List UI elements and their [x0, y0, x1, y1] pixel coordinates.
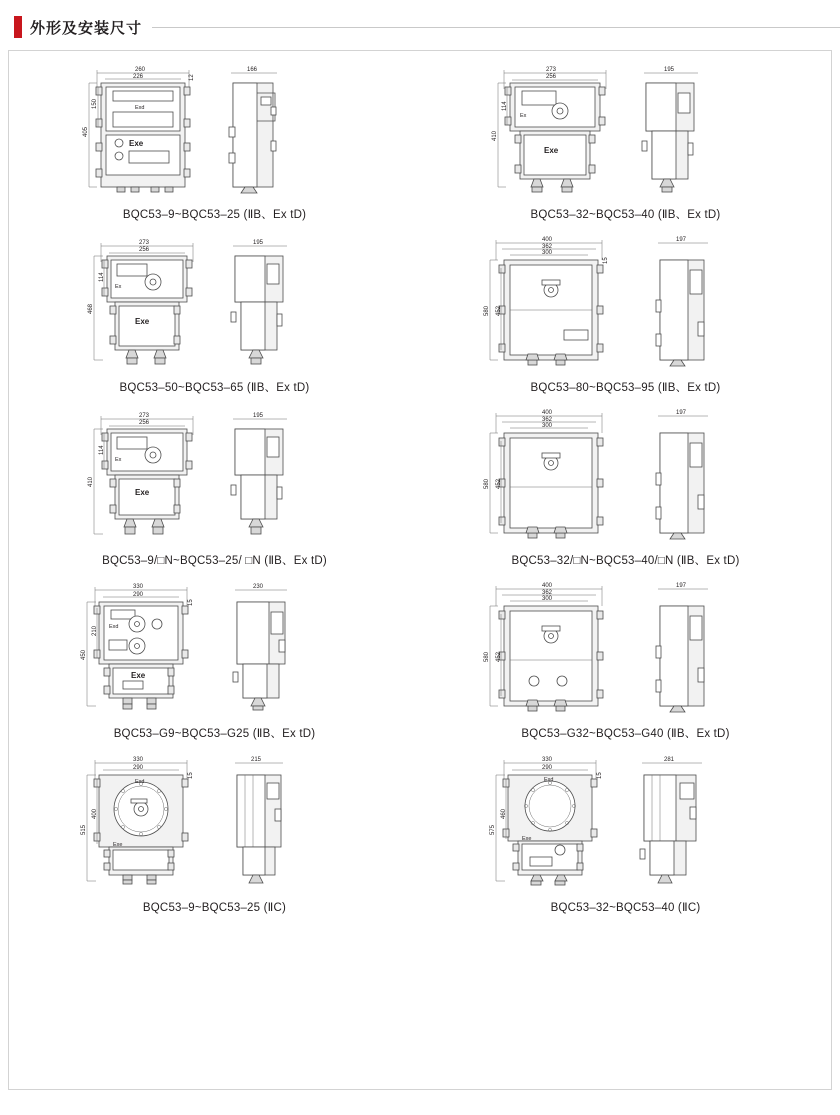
- fig5-dim-height-outer: 410: [87, 476, 94, 487]
- fig1-dim-height-outer: 405: [82, 126, 89, 137]
- fig7-dim-side-width: 230: [252, 584, 263, 590]
- fig9-dim-width-inner: 290: [132, 765, 143, 771]
- figure-3-drawing: [65, 230, 365, 379]
- fig7-dim-height-outer: 450: [80, 649, 87, 660]
- fig10-dim-height-outer: 575: [489, 824, 496, 835]
- figure-cell-2: [420, 51, 831, 224]
- fig4-dim-thickness: 15: [602, 257, 609, 264]
- figure-cell-5: [9, 397, 420, 570]
- fig8-dim-height-outer: 580: [483, 651, 490, 662]
- fig7-dim-width-outer: 330: [132, 584, 143, 590]
- fig1-dim-width-outer: 260: [134, 67, 145, 73]
- fig6-dim-width-mid: 362: [541, 417, 552, 423]
- fig9-dim-height-outer: 515: [80, 824, 87, 835]
- figure-10-drawing: [476, 749, 776, 900]
- figure-7-caption: BQC53–G9~BQC53–G25 (ⅡB、Ex tD): [113, 728, 316, 740]
- figure-4-drawing: [476, 230, 776, 379]
- fig9-label-exd: Exd: [134, 779, 144, 785]
- figure-cell-3: [9, 224, 420, 397]
- figure-6-caption: BQC53–32/□N~BQC53–40/□N (ⅡB、Ex tD): [511, 555, 740, 567]
- figure-9-drawing: [65, 749, 365, 900]
- figure-cell-1: [9, 51, 420, 224]
- figure-10-caption: BQC53–32~BQC53–40 (ⅡC): [550, 902, 701, 914]
- fig3-dim-side-width: 195: [252, 240, 263, 246]
- fig3-label-ex: Ex: [114, 284, 121, 290]
- fig5-label-exe: Exe: [134, 488, 149, 497]
- fig10-label-exe: Exe: [521, 836, 531, 842]
- fig7-dim-thickness: 15: [187, 599, 194, 606]
- fig10-label-exd: Exd: [543, 777, 553, 783]
- figure-6-drawing: [476, 403, 776, 552]
- header-divider: [152, 27, 840, 28]
- fig4-dim-width-inner: 300: [541, 250, 552, 256]
- fig7-dim-width-inner: 290: [132, 592, 143, 598]
- fig10-dim-thickness: 15: [596, 772, 603, 779]
- fig2-dim-side-width: 195: [663, 67, 674, 73]
- fig3-dim-width-outer: 273: [138, 240, 149, 246]
- fig9-dim-width-outer: 330: [132, 757, 143, 763]
- fig4-dim-width-outer: 400: [541, 237, 552, 243]
- fig2-dim-width-inner: 256: [545, 74, 556, 80]
- fig6-dim-height-outer: 580: [483, 478, 490, 489]
- figure-1-caption: BQC53–9~BQC53–25 (ⅡB、Ex tD): [122, 209, 307, 221]
- fig3-label-exe: Exe: [134, 317, 149, 326]
- fig8-dim-width-inner: 300: [541, 596, 552, 602]
- fig4-dim-width-mid: 362: [541, 244, 552, 250]
- fig1-dim-thickness: 12: [188, 74, 195, 81]
- fig10-dim-height-inner: 460: [500, 808, 507, 819]
- fig3-dim-height-inner: 114: [98, 272, 105, 282]
- fig4-dim-side-width: 197: [675, 237, 686, 243]
- fig10-dim-side-width: 281: [663, 757, 674, 763]
- fig4-dim-height-outer: 580: [483, 305, 490, 316]
- fig1-label-exd: Exd: [134, 105, 144, 111]
- figure-cell-8: [420, 570, 831, 743]
- figure-5-drawing: [65, 403, 365, 552]
- fig9-dim-height-inner: 400: [91, 808, 98, 819]
- fig10-dim-width-inner: 290: [541, 765, 552, 771]
- page-header: [0, 10, 840, 44]
- figure-cell-7: [9, 570, 420, 743]
- fig5-dim-side-width: 195: [252, 413, 263, 419]
- figure-1-drawing: [65, 57, 365, 206]
- fig6-dim-width-outer: 400: [541, 410, 552, 416]
- fig1-label-exe: Exe: [128, 139, 143, 148]
- figure-3-caption: BQC53–50~BQC53–65 (ⅡB、Ex tD): [119, 382, 310, 394]
- fig2-label-ex: Ex: [519, 113, 526, 119]
- fig9-dim-side-width: 215: [250, 757, 261, 763]
- fig1-dim-height-inner: 150: [91, 98, 98, 109]
- fig7-dim-height-inner: 210: [91, 625, 98, 636]
- fig2-dim-height-inner: 114: [501, 101, 508, 111]
- figure-2-drawing: [476, 57, 776, 206]
- figure-8-drawing: [476, 576, 776, 725]
- fig9-dim-thickness: 15: [187, 772, 194, 779]
- fig6-dim-side-width: 197: [675, 410, 686, 416]
- figure-cell-6: [420, 397, 831, 570]
- header-accent-bar: [14, 16, 22, 38]
- figure-9-caption: BQC53–9~BQC53–25 (ⅡC): [142, 902, 287, 914]
- figure-5-caption: BQC53–9/□N~BQC53–25/ □N (ⅡB、Ex tD): [102, 555, 327, 567]
- page-title: 外形及安装尺寸: [30, 19, 143, 37]
- fig5-dim-height-inner: 114: [98, 445, 105, 455]
- fig2-label-exe: Exe: [543, 146, 558, 155]
- fig6-dim-height-inner: 452: [495, 478, 502, 489]
- figure-cell-9: [9, 743, 420, 916]
- fig8-dim-width-outer: 400: [541, 583, 552, 589]
- fig2-dim-width-outer: 273: [545, 67, 556, 73]
- drawing-sheet: [8, 50, 832, 1090]
- figure-4-caption: BQC53–80~BQC53–95 (ⅡB、Ex tD): [530, 382, 721, 394]
- figure-cell-10: [420, 743, 831, 916]
- fig5-dim-width-inner: 256: [138, 420, 149, 426]
- fig9-label-exe: Exe: [112, 842, 122, 848]
- figure-grid: [9, 51, 831, 1089]
- fig5-dim-width-outer: 273: [138, 413, 149, 419]
- fig5-label-ex: Ex: [114, 457, 121, 463]
- fig10-dim-width-outer: 330: [541, 757, 552, 763]
- fig8-dim-width-mid: 362: [541, 590, 552, 596]
- fig7-label-exe: Exe: [130, 671, 145, 680]
- fig3-dim-width-inner: 256: [138, 247, 149, 253]
- fig2-dim-height-outer: 410: [491, 130, 498, 141]
- fig6-dim-width-inner: 300: [541, 423, 552, 429]
- fig1-dim-width-inner: 226: [132, 74, 143, 80]
- figure-cell-4: [420, 224, 831, 397]
- fig1-dim-side-width: 166: [246, 67, 257, 73]
- figure-2-caption: BQC53–32~BQC53–40 (ⅡB、Ex tD): [530, 209, 721, 221]
- figure-8-caption: BQC53–G32~BQC53–G40 (ⅡB、Ex tD): [521, 728, 730, 740]
- fig7-label-exd: Exd: [108, 624, 118, 630]
- fig8-dim-height-inner: 452: [495, 651, 502, 662]
- figure-7-drawing: [65, 576, 365, 725]
- fig8-dim-side-width: 197: [675, 583, 686, 589]
- fig3-dim-height-outer: 468: [87, 303, 94, 314]
- fig4-dim-height-inner: 452: [495, 305, 502, 316]
